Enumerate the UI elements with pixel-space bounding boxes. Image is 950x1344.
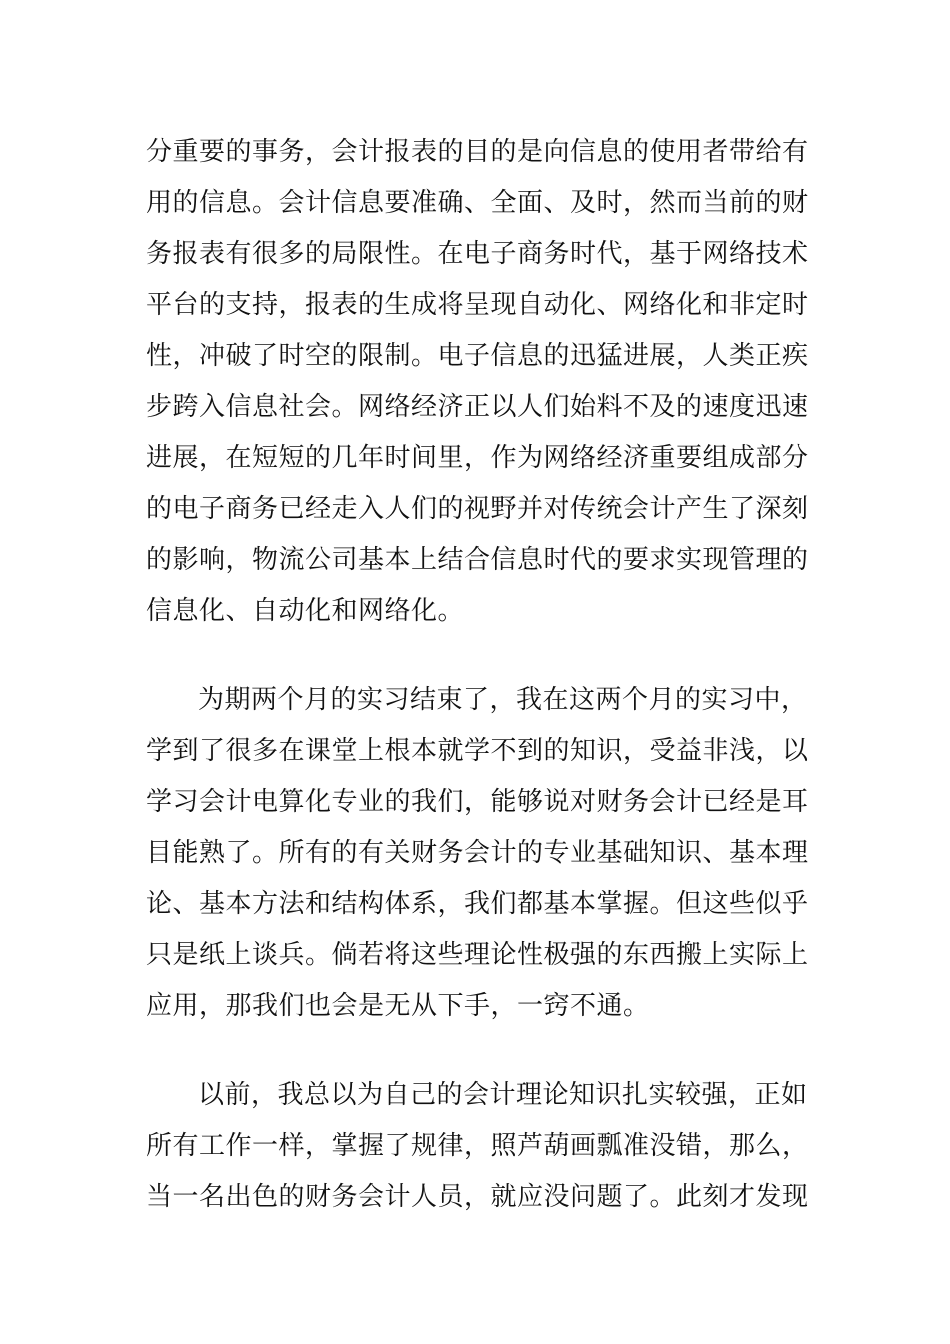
text-line: 为期两个月的实习结束了，我在这两个月的实习中，	[198, 685, 808, 715]
text-line: 学到了很多在课堂上根本就学不到的知识，受益非浅，以	[146, 736, 809, 766]
text-line: 论、基本方法和结构体系，我们都基本掌握。但这些似乎	[146, 889, 809, 919]
text-line: 只是纸上谈兵。倘若将这些理论性极强的东西搬上实际上	[146, 940, 809, 970]
text-line: 性，冲破了时空的限制。电子信息的迅猛进展，人类正疾	[146, 341, 809, 371]
text-line: 分重要的事务，会计报表的目的是向信息的使用者带给有	[146, 137, 809, 167]
text-line: 信息化、自动化和网络化。	[146, 596, 465, 626]
text-line: 当一名出色的财务会计人员，就应没问题了。此刻才发现	[146, 1182, 809, 1212]
text-line: 进展，在短短的几年时间里，作为网络经济重要组成部分	[146, 443, 809, 473]
text-line: 所有工作一样，掌握了规律，照芦葫画瓢准没错，那么，	[146, 1131, 809, 1161]
text-line: 学习会计电算化专业的我们，能够说对财务会计已经是耳	[146, 787, 809, 817]
text-line: 用的信息。会计信息要准确、全面、及时，然而当前的财	[146, 188, 809, 218]
text-line: 应用，那我们也会是无从下手，一窍不通。	[146, 991, 650, 1021]
text-line: 的影响，物流公司基本上结合信息时代的要求实现管理的	[146, 545, 809, 575]
text-line: 务报表有很多的局限性。在电子商务时代，基于网络技术	[146, 239, 809, 269]
text-line: 以前，我总以为自己的会计理论知识扎实较强，正如	[198, 1080, 808, 1110]
text-line: 平台的支持，报表的生成将呈现自动化、网络化和非定时	[146, 290, 809, 320]
text-line: 的电子商务已经走入人们的视野并对传统会计产生了深刻	[146, 494, 809, 524]
text-line: 目能熟了。所有的有关财务会计的专业基础知识、基本理	[146, 838, 809, 868]
text-line: 步跨入信息社会。网络经济正以人们始料不及的速度迅速	[146, 392, 809, 422]
